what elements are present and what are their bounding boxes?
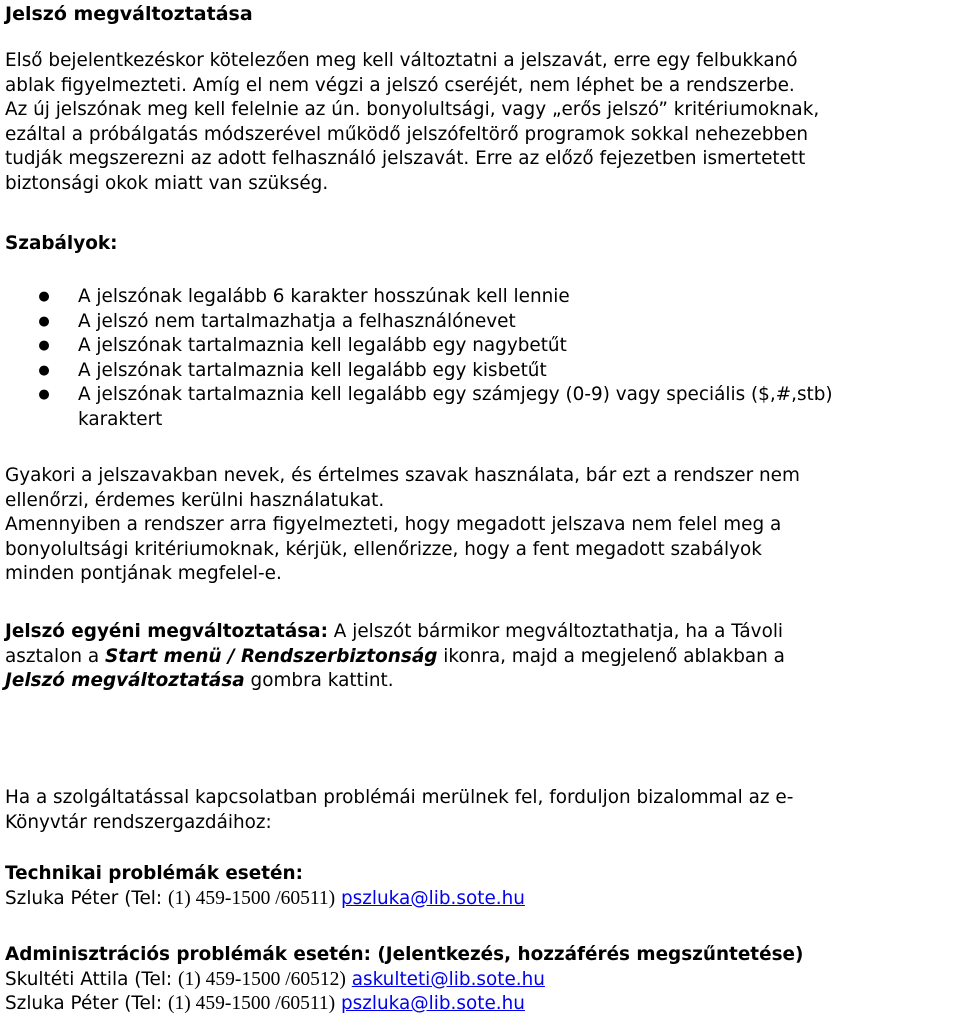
intro-paragraph: [5, 49, 957, 196]
rule-text: A jelszónak tartalmaznia kell legalább egy kisbetűt: [78, 359, 547, 381]
common-line: ellenőrzi, érdemes kerülni használatukat.: [5, 489, 385, 511]
individual-text: A jelszót bármikor megváltoztathatja, ha a Távoli: [327, 621, 784, 642]
menu-path: Start menü / Rendszerbiztonság: [104, 645, 438, 667]
common-paragraph: [5, 464, 957, 587]
email-link[interactable]: pszluka@lib.sote.hu: [341, 887, 525, 909]
bullet-icon: ●: [38, 338, 50, 353]
rules-list: [5, 285, 960, 432]
rule-text: A jelszónak tartalmaznia kell legalább egy számjegy (0-9) vagy speciális ($,#,stb): [78, 384, 833, 405]
common-line: Amennyiben a rendszer arra figyelmezteti, hogy megadott jelszava nem felel meg a: [5, 514, 782, 535]
rules-heading: Szabályok:: [5, 233, 118, 254]
contact-line: [5, 992, 957, 1017]
individual-text: asztalon a: [5, 645, 105, 667]
individual-change-label: Jelszó egyéni megváltoztatása:: [5, 621, 328, 642]
intro-line: tudják megszerezni az adott felhasználó jelszavát. Erre az előző fejezetben ismertetett: [5, 148, 806, 169]
page-title: Jelszó megváltoztatása: [5, 3, 253, 25]
common-line: bonyolultsági kritériumoknak, kérjük, ellenőrizze, hogy a fent megadott szabályok: [5, 538, 762, 560]
contact-line: [5, 968, 957, 993]
common-line: minden pontjának megfelel-e.: [5, 563, 282, 584]
individual-text: gombra kattint.: [244, 670, 394, 691]
contact-name: Szluka Péter (Tel:: [5, 887, 168, 909]
individual-text: ikonra, majd a megjelenő ablakban a: [437, 645, 785, 667]
bullet-icon: ●: [38, 313, 50, 329]
support-paragraph: [5, 786, 957, 835]
contact-phone: (1) 459-1500 /60512): [177, 968, 346, 990]
list-item: [5, 383, 960, 408]
technical-section: [5, 862, 957, 911]
list-item: [5, 334, 960, 359]
rule-text: A jelszónak legalább 6 karakter hosszúnak kell lennie: [78, 286, 570, 307]
rule-text: karaktert: [78, 408, 163, 430]
email-link[interactable]: askulteti@lib.sote.hu: [351, 968, 545, 990]
admin-section: [5, 943, 957, 1017]
contact-phone: (1) 459-1500 /60511): [167, 993, 336, 1014]
intro-line: Első bejelentkezéskor kötelezően meg kell változtatni a jelszavát, erre egy felbukkanó: [5, 50, 798, 71]
bullet-icon: ●: [38, 362, 50, 378]
list-item: [5, 310, 960, 335]
list-item: [5, 359, 960, 384]
list-item-continuation: [5, 408, 960, 433]
rule-text: A jelszó nem tartalmazhatja a felhasználónevet: [78, 310, 516, 332]
individual-change-paragraph: [5, 620, 957, 694]
bullet-icon: ●: [38, 387, 50, 402]
contact-name: Skultéti Attila (Tel:: [5, 968, 178, 990]
intro-line: Az új jelszónak meg kell felelnie az ún. bonyolultsági, vagy „erős jelszó” kritériumoknak,: [5, 99, 820, 120]
technical-heading: Technikai problémák esetén:: [5, 863, 303, 884]
contact-phone: (1) 459-1500 /60511): [167, 887, 336, 909]
email-link[interactable]: pszluka@lib.sote.hu: [341, 993, 525, 1014]
button-name: Jelszó megváltoztatása: [5, 670, 245, 691]
common-line: Gyakori a jelszavakban nevek, és értelmes szavak használata, bár ezt a rendszer nem: [5, 465, 800, 486]
support-line: Könyvtár rendszergazdáihoz:: [5, 811, 272, 833]
contact-name: Szluka Péter (Tel:: [5, 993, 168, 1014]
rule-text: A jelszónak tartalmaznia kell legalább egy nagybetűt: [78, 335, 567, 356]
contact-line: [5, 887, 957, 912]
admin-heading: Adminisztrációs problémák esetén: (Jelentkezés, hozzáférés megszűntetése): [5, 944, 804, 965]
intro-line: ezáltal a próbálgatás módszerével működő jelszófeltörő programok sokkal nehezebben: [5, 123, 809, 145]
list-item: [5, 285, 960, 310]
intro-line: biztonsági okok miatt van szükség.: [5, 172, 329, 194]
intro-line: ablak figyelmezteti. Amíg el nem végzi a jelszó cseréjét, nem léphet be a rendszerbe.: [5, 74, 795, 96]
support-line: Ha a szolgáltatással kapcsolatban problémái merülnek fel, forduljon bizalommal az e-: [5, 787, 794, 808]
bullet-icon: ●: [38, 289, 50, 304]
